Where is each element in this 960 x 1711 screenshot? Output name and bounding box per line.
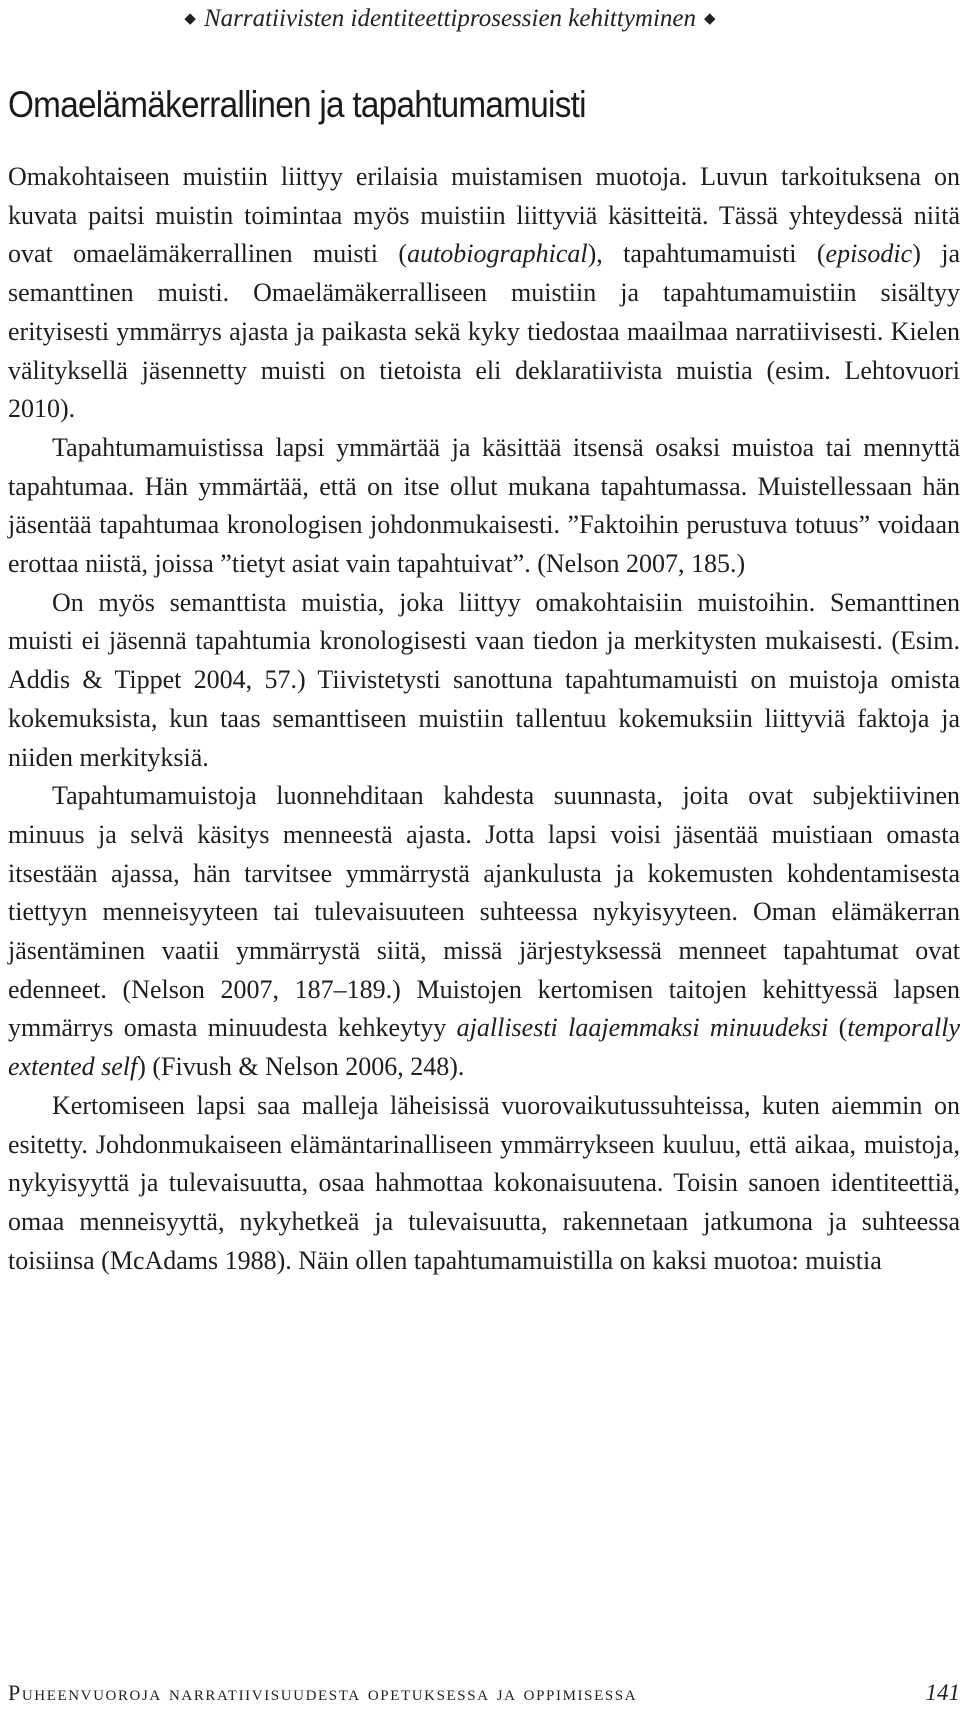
paragraph-text: ( xyxy=(828,1013,848,1043)
body-paragraph xyxy=(8,584,960,778)
body-text xyxy=(8,158,960,1280)
diamond-ornament-icon: ◆ xyxy=(704,11,716,27)
paragraph-text: Tapahtumamuistoja luonnehditaan kahdesta suunnasta, joita ovat subjektiivinen minuus ja selvä käsitys menneestä ajasta. Jotta lapsi voisi jäsentää muistiaan omasta itsestään ajassa, hän tarvitsee ymmärrystä ajankulusta ja kokemusten kohdentamisesta tiettyyn menneisyyteen tai tulevaisuuteen suhteessa nykyisyyteen. Oman elämäkerran jäsentäminen vaatii ymmärrystä siitä, missä järjestyksessä menneet tapahtumat ovat edenneet. (Nelson 2007, 187–189.) Muistojen kertomisen taitojen kehittyessä lapsen ymmärrys omasta minuudesta kehkeytyy xyxy=(8,781,960,1043)
paragraph-text: Kertomiseen lapsi saa malleja läheisissä vuorovaikutussuhteissa, kuten aiemmin on esitetty. Johdonmukaiseen elämäntarinalliseen ymmärrykseen kuuluu, että aikaa, muistoja, nykyisyyttä ja tulevaisuutta, osaa hahmottaa kokonaisuutena. Toisin sanoen identiteettiä, omaa menneisyyttä, nykyhetkeä ja tulevaisuutta, rakennetaan jatkumona ja suhteessa toisiinsa (McAdams 1988). Näin ollen tapahtumamuistilla on kaksi muotoa: muistia xyxy=(8,1090,960,1275)
body-paragraph xyxy=(8,429,960,584)
page-number: 141 xyxy=(925,1680,960,1705)
italic-term: episodic xyxy=(825,239,913,269)
paragraph-text: ), tapahtumamuisti ( xyxy=(587,239,826,269)
body-paragraph xyxy=(8,1087,960,1281)
running-header-title: Narratiivisten identiteettiprosessien kehittyminen xyxy=(203,5,697,32)
paragraph-text: On myös semanttista muistia, joka liittyy omakohtaisiin muistoihin. Semanttinen muisti ei jäsennä tapahtumia kronologisesti vaan tiedon ja merkitysten mukaisesti. (Esim. Addis & Tippet 2004, 57.) Tiivistetysti sanottuna tapahtumamuisti on muistoja omista kokemuksista, kun taas semanttiseen muistiin tallentuu kokemuksiin liittyviä faktoja ja niiden merkityksiä. xyxy=(8,587,960,772)
paragraph-text: ) (Fivush & Nelson 2006, 248). xyxy=(137,1052,465,1082)
body-paragraph xyxy=(8,158,960,429)
paragraph-text: Tapahtumamuistissa lapsi ymmärtää ja käsittää itsensä osaksi muistoa tai mennyttä tapahtumaa. Hän ymmärtää, että on itse ollut mukana tapahtumassa. Muistellessaan hän jäsentää tapahtumaa kronologisen johdonmukaisesti. ”Faktoihin perustuva totuus” voidaan erottaa niistä, joissa ”tietyt asiat vain tapahtuivat”. (Nelson 2007, 185.) xyxy=(8,432,960,579)
running-header xyxy=(0,2,900,36)
body-paragraph xyxy=(8,777,960,1087)
paragraph-text: Omakohtaiseen muistiin liittyy erilaisia muistamisen muotoja. Luvun tarkoituksena on kuvata paitsi muistin toimintaa myös muistiin liittyviä käsitteitä. Tässä yhteydessä niitä ovat omaelämäkerrallinen muisti ( xyxy=(8,162,960,269)
italic-term: temporally extented self xyxy=(8,1013,960,1082)
paragraph-text: ) ja semanttinen muisti. Omaelämäkerralliseen muistiin ja tapahtumamuistiin sisältyy erityisesti ymmärrys ajasta ja paikasta sekä kyky tiedostaa maailmaa narratiivisesti. Kielen välityksellä jäsennetty muisti on tietoista eli deklaratiivista muistia (esim. Lehtovuori 2010). xyxy=(8,239,960,424)
book-title: Puheenvuoroja narratiivisuudesta opetuksessa ja oppimisessa xyxy=(8,1680,638,1705)
running-footer xyxy=(8,1678,960,1710)
diamond-ornament-icon: ◆ xyxy=(184,11,196,27)
italic-term: ajallisesti laajemmaksi minuudeksi xyxy=(456,1013,829,1043)
italic-term: autobiographical xyxy=(407,239,588,269)
section-heading: Omaelämäkerrallinen ja tapahtumamuisti xyxy=(8,84,586,125)
